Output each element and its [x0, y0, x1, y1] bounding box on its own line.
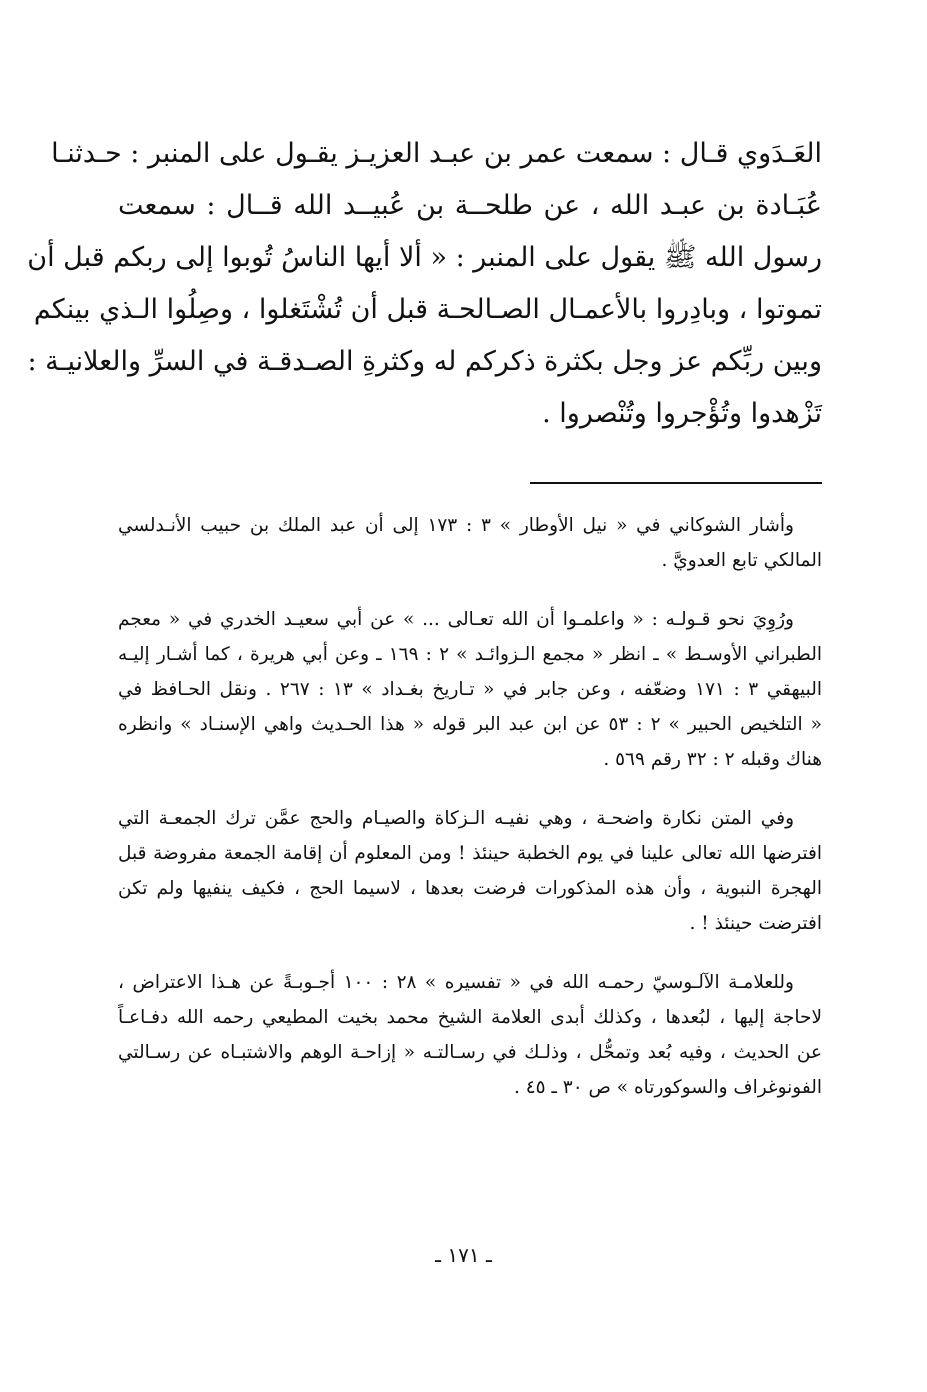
page-number: ـ ١٧١ ـ	[435, 1243, 492, 1267]
main-text-line: وبين ربِّكم عز وجل بكثرة ذكركم له وكثرةِ الصـدقـة في السرِّ والعلانيـة :	[27, 346, 822, 377]
footnote-line: البيهقي ٣ : ١٧١ وضعّفه ، وعن جابر في « تـاريخ بغـداد » ١٣ : ٢٦٧ . ونقل الحـافظ في	[118, 679, 822, 700]
footnote-line: الفونوغراف والسوكورتاه » ص ٣٠ ـ ٤٥ .	[513, 1077, 822, 1098]
footnote	[118, 801, 822, 941]
main-text-line: عُبَـادة بن عبـد الله ، عن طلحــة بن عُبيــد الله قــال : سمعت	[118, 190, 822, 221]
footnote-line: لاحاجة إليها ، لبُعدها ، وكذلك أبدى العلامة الشيخ محمد بخيت المطيعي رحمه الله دفـاعـاً	[118, 1007, 822, 1028]
main-text-line: تَزْهدوا وتُؤْجروا وتُنْصروا .	[542, 398, 822, 429]
footnotes	[118, 508, 822, 1129]
footnote-line: عن الحديث ، وفيه بُعد وتمحُّل ، وذلـك في رسـالتـه « إزاحـة الوهم والاشتبـاه عن رسـالتي	[118, 1042, 822, 1063]
footnote-line: المالكي تابع العدويَّ .	[661, 550, 822, 571]
main-text-line: العَـدَوي قـال : سمعت عمر بن عبـد العزيـز يقـول على المنبر : حـدثنـا	[51, 138, 822, 169]
footnote-line: وأشار الشوكاني في « نيل الأوطار » ٣ : ١٧٣ إلى أن عبد الملك بن حبيب الأنـدلسي	[118, 515, 794, 536]
footnote-line: افترضت حينئذ ! .	[689, 913, 822, 934]
footnote-line: الطبراني الأوسـط » ـ انظر « مجمع الـزوائـد » ٢ : ١٦٩ ـ وعن أبي هريرة ، كما أشـار إليـه	[118, 644, 822, 665]
footnote-line: ورُوِيَ نحو قـولـه : « واعلمـوا أن الله تعـالى ... » عن أبي سعيـد الخدري في « معجم	[118, 609, 794, 630]
footnote	[118, 965, 822, 1105]
footnote	[118, 508, 822, 578]
footnote-line: افترضها الله تعالى علينا في يوم الخطبة حينئذ ! ومن المعلوم أن إقامة الجمعة مفروضة قبل	[118, 843, 822, 864]
footnote-line: « التلخيص الحبير » ٢ : ٥٣ عن ابن عبد البر قوله « هذا الحـديث واهي الإسنـاد » وانظره	[118, 714, 822, 735]
footnote	[118, 602, 822, 777]
main-text-line: تموتوا ، وبادِروا بالأعمـال الصـالحـة قبل أن تُشْتَغلوا ، وصِلُوا الـذي بينكم	[33, 294, 822, 325]
footnote-line: وللعلامـة الآلـوسيّ رحمـه الله في « تفسيره » ٢٨ : ١٠٠ أجـوبـةً عن هـذا الاعتراض ،	[118, 972, 794, 993]
footnote-separator	[530, 482, 822, 484]
main-text-line: رسول الله ﷺ يقول على المنبر : « ألا أيها الناسُ تُوبوا إلى ربكم قبل أن	[27, 242, 822, 273]
footnote-line: هناك وقبله ٢ : ٣٢ رقم ٥٦٩ .	[603, 749, 822, 770]
footnote-line: وفي المتن نكارة واضحـة ، وهي نفيـه الـزكاة والصيـام والحج عمَّن ترك الجمعـة التي	[118, 808, 794, 829]
footnote-line: الهجرة النبوية ، وأن هذه المذكورات فرضت بعدها ، لاسيما الحج ، فكيف ينفيها ولم تكن	[118, 878, 822, 899]
main-text	[27, 128, 822, 440]
